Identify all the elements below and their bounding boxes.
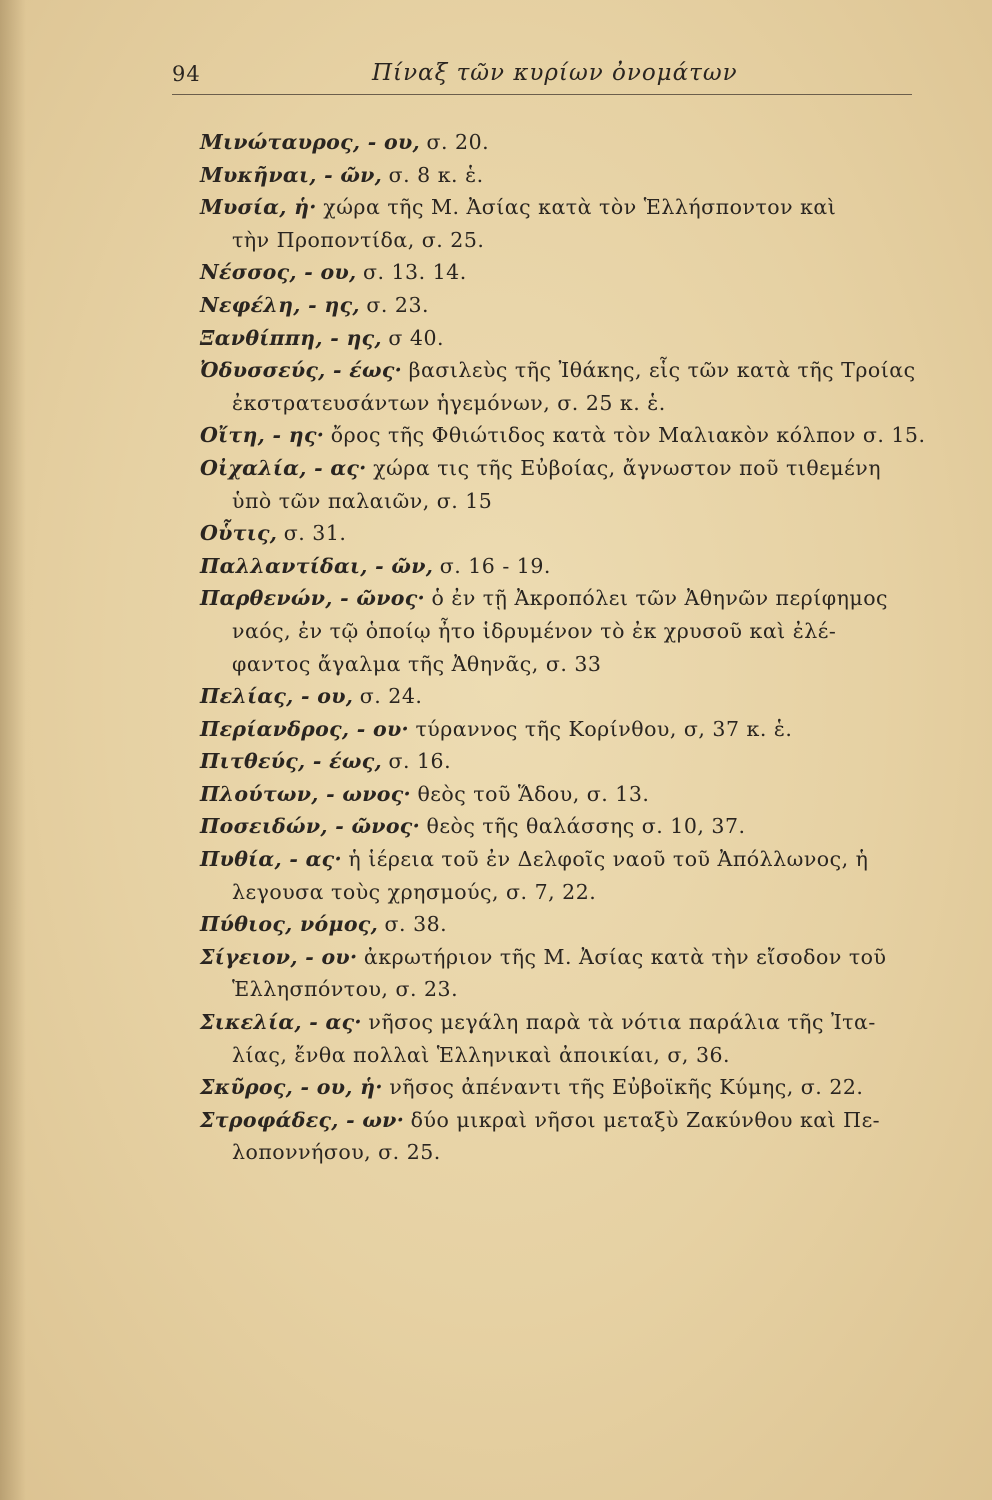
entry-continuation-line	[200, 387, 930, 420]
entry-first-line	[200, 680, 930, 713]
entry-definition: χώρα τῆς Μ. Ἀσίας κατὰ τὸν Ἑλλήσποντον καὶ	[323, 195, 837, 220]
index-entry	[200, 354, 930, 419]
index-entry	[200, 1071, 930, 1104]
index-entry	[200, 908, 930, 941]
index-entry	[200, 419, 930, 452]
index-entry	[200, 289, 930, 322]
entry-continuation-line	[200, 648, 930, 681]
entry-first-line	[200, 745, 930, 778]
entry-definition: ναός, ἐν τῷ ὁποίῳ ἦτο ἱδρυμένον τὸ ἐκ χρυσοῦ καὶ ἐλέ-	[232, 618, 837, 643]
entry-continuation-line	[200, 1039, 930, 1072]
entry-definition: λεγουσα τοὺς χρησμούς, σ. 7, 22.	[232, 879, 597, 904]
entry-first-line	[200, 289, 930, 322]
entry-definition: ὄρος τῆς Φθιώτιδος κατὰ τὸν Μαλιακὸν κόλπον σ. 15.	[330, 423, 926, 448]
index-entry	[200, 517, 930, 550]
entry-first-line	[200, 778, 930, 811]
index-entries	[200, 126, 930, 1169]
entry-headword: Ποσειδών, - ῶνος·	[200, 814, 421, 839]
entry-headword: Οἴτη, - ης·	[200, 423, 325, 448]
entry-definition: τὴν Προποντίδα, σ. 25.	[232, 227, 485, 252]
entry-definition: βασιλεὺς τῆς Ἰθάκης, εἷς τῶν κατὰ τῆς Τροίας	[408, 358, 916, 383]
entry-first-line	[200, 419, 930, 452]
entry-first-line	[200, 517, 930, 550]
entry-headword: Παρθενών, - ῶνος·	[200, 586, 425, 611]
entry-first-line	[200, 1104, 930, 1137]
entry-definition: σ. 16 - 19.	[439, 553, 551, 578]
entry-definition: χώρα τις τῆς Εὐβοίας, ἄγνωστον ποῦ τιθεμένη	[373, 455, 881, 480]
entry-first-line	[200, 843, 930, 876]
index-entry	[200, 452, 930, 517]
entry-first-line	[200, 452, 930, 485]
entry-headword: Σκῦρος, - ου, ἡ·	[200, 1075, 383, 1100]
entry-continuation-line	[200, 1136, 930, 1169]
entry-definition: λίας, ἔνθα πολλαὶ Ἑλληνικαὶ ἀποικίαι, σ, 36.	[232, 1042, 731, 1067]
entry-definition: σ. 24.	[359, 684, 423, 709]
header-rule	[172, 94, 912, 95]
entry-definition: λοποννήσου, σ. 25.	[232, 1140, 441, 1165]
entry-definition: σ 40.	[388, 325, 445, 350]
entry-first-line	[200, 550, 930, 583]
entry-headword: Σικελία, - ας·	[200, 1010, 362, 1035]
entry-continuation-line	[200, 615, 930, 648]
index-entry	[200, 126, 930, 159]
entry-headword: Νεφέλη, - ης,	[200, 292, 360, 317]
index-entry	[200, 843, 930, 908]
entry-first-line	[200, 1071, 930, 1104]
entry-headword: Περίανδρος, - ου·	[200, 716, 409, 741]
entry-definition: σ. 20.	[426, 130, 490, 154]
page-header	[172, 58, 912, 98]
entry-continuation-line	[200, 876, 930, 909]
entry-definition: σ. 31.	[283, 521, 347, 546]
entry-headword: Μινώταυρος, - ου,	[200, 130, 420, 154]
entry-first-line	[200, 810, 930, 843]
entry-headword: Οὗτις,	[200, 521, 278, 546]
entry-headword: Παλλαντίδαι, - ῶν,	[200, 553, 434, 578]
index-entry	[200, 1006, 930, 1071]
entry-headword: Πιτθεύς, - έως,	[200, 749, 382, 774]
entry-first-line	[200, 354, 930, 387]
entry-first-line	[200, 908, 930, 941]
entry-first-line	[200, 941, 930, 974]
entry-headword: Νέσσος, - ου,	[200, 260, 357, 285]
entry-first-line	[200, 191, 930, 224]
index-entry	[200, 550, 930, 583]
entry-headword: Πυθία, - ας·	[200, 847, 342, 872]
index-entry	[200, 582, 930, 680]
entry-definition: φαντος ἄγαλμα τῆς Ἀθηνᾶς, σ. 33	[232, 651, 602, 676]
entry-headword: Σίγειον, - ου·	[200, 944, 358, 969]
index-entry	[200, 1104, 930, 1169]
index-entry	[200, 322, 930, 355]
entry-definition: σ. 38.	[384, 912, 448, 937]
entry-headword: Οἰχαλία, - ας·	[200, 455, 367, 480]
entry-definition: σ. 23.	[366, 292, 430, 317]
entry-headword: Πλούτων, - ωνος·	[200, 781, 411, 806]
entry-first-line	[200, 159, 930, 192]
entry-definition: σ. 8 κ. ἑ.	[388, 162, 484, 187]
entry-definition: θεὸς τῆς θαλάσσης σ. 10, 37.	[426, 814, 746, 839]
entry-definition: δύο μικραὶ νῆσοι μεταξὺ Ζακύνθου καὶ Πε-	[410, 1107, 881, 1132]
entry-definition: Ἑλλησπόντου, σ. 23.	[232, 977, 459, 1002]
index-entry	[200, 159, 930, 192]
index-entry	[200, 745, 930, 778]
entry-continuation-line	[200, 973, 930, 1006]
index-entry	[200, 810, 930, 843]
index-entry	[200, 680, 930, 713]
entry-first-line	[200, 1006, 930, 1039]
entry-first-line	[200, 256, 930, 289]
entry-headword: Ὀδυσσεύς, - έως·	[200, 358, 403, 383]
entry-headword: Στροφάδες, - ων·	[200, 1107, 405, 1132]
index-entry	[200, 256, 930, 289]
entry-headword: Πελίας, - ου,	[200, 684, 354, 709]
entry-first-line	[200, 582, 930, 615]
entry-continuation-line	[200, 224, 930, 257]
entry-headword: Ξανθίππη, - ης,	[200, 325, 382, 350]
entry-definition: ἡ ἱέρεια τοῦ ἐν Δελφοῖς ναοῦ τοῦ Ἀπόλλωνος, ἡ	[348, 847, 869, 872]
entry-definition: ἀκρωτήριον τῆς Μ. Ἀσίας κατὰ τὴν εἴσοδον τοῦ	[363, 944, 887, 969]
index-entry	[200, 941, 930, 1006]
index-entry	[200, 778, 930, 811]
entry-headword: Πύθιος, νόμος,	[200, 912, 379, 937]
entry-first-line	[200, 713, 930, 746]
index-entry	[200, 191, 930, 256]
entry-headword: Μυσία, ἡ·	[200, 195, 317, 220]
entry-definition: ὑπὸ τῶν παλαιῶν, σ. 15	[232, 488, 493, 513]
entry-headword: Μυκῆναι, - ῶν,	[200, 162, 383, 187]
index-entry	[200, 713, 930, 746]
entry-continuation-line	[200, 485, 930, 518]
entry-definition: ἐκστρατευσάντων ἡγεμόνων, σ. 25 κ. ἑ.	[232, 390, 666, 415]
entry-first-line	[200, 322, 930, 355]
entry-definition: ὁ ἐν τῇ Ἀκροπόλει τῶν Ἀθηνῶν περίφημος	[431, 586, 889, 611]
entry-definition: θεὸς τοῦ Ἅδου, σ. 13.	[417, 781, 650, 806]
entry-definition: σ. 16.	[388, 749, 452, 774]
entry-definition: νῆσος ἀπέναντι τῆς Εὐβοϊκῆς Κύμης, σ. 22.	[389, 1075, 864, 1100]
running-title: Πίναξ τῶν κυρίων ὀνομάτων	[372, 60, 738, 86]
entry-definition: σ. 13. 14.	[362, 260, 467, 285]
entry-definition: νῆσος μεγάλη παρὰ τὰ νότια παράλια τῆς Ἰτα-	[368, 1010, 876, 1035]
entry-first-line	[200, 126, 930, 159]
entry-definition: τύραννος τῆς Κορίνθου, σ, 37 κ. ἑ.	[415, 716, 793, 741]
page-number: 94	[172, 62, 201, 86]
